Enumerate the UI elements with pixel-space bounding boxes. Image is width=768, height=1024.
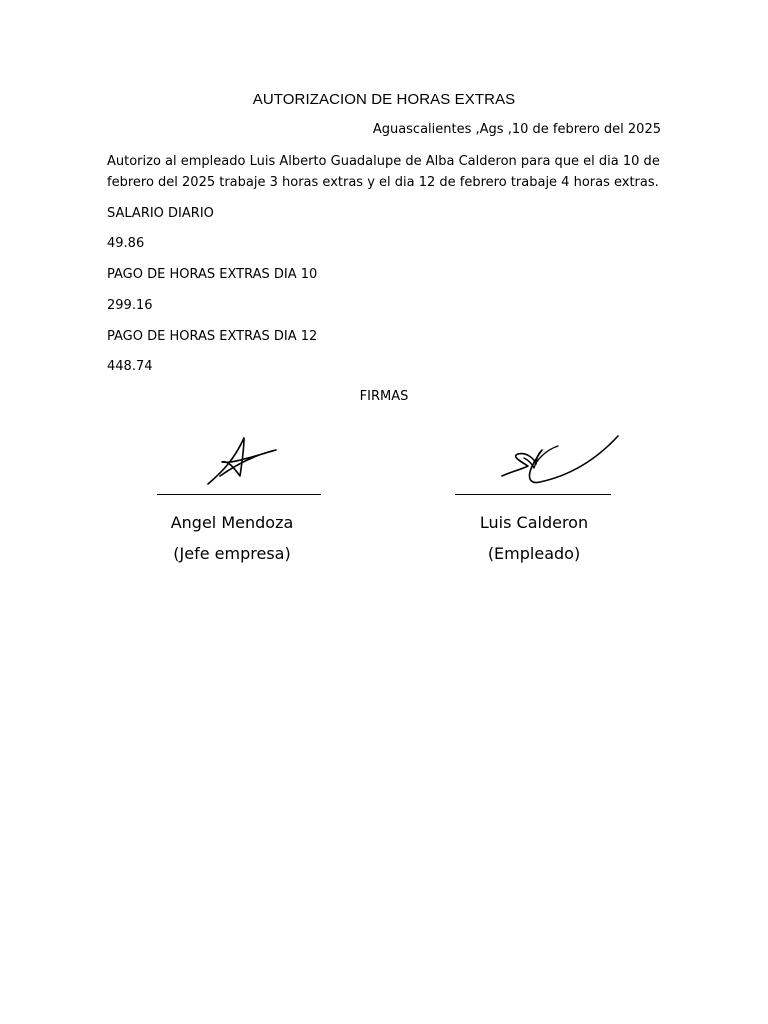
salary-label: SALARIO DIARIO xyxy=(107,206,214,221)
pay-day10-label: PAGO DE HORAS EXTRAS DIA 10 xyxy=(107,267,318,282)
employee-role: (Empleado) xyxy=(487,544,581,563)
employee-signature-image xyxy=(498,432,622,490)
employee-name: Luis Calderon xyxy=(479,513,589,532)
authorization-paragraph: Autorizo al empleado Luis Alberto Guadalupe de Alba Calderon para que el dia 10 de febrero del 2025 trabaje 3 horas extras y el dia 12 de febrero trabaje 4 horas extras. xyxy=(107,154,660,190)
boss-name: Angel Mendoza xyxy=(170,513,294,532)
pay-day12-label: PAGO DE HORAS EXTRAS DIA 12 xyxy=(107,329,318,344)
boss-role: (Jefe empresa) xyxy=(173,544,291,563)
salary-value: 49.86 xyxy=(107,236,145,251)
employee-signature-line xyxy=(455,494,611,495)
date-line: Aguascalientes ,Ags ,10 de febrero del 2025 xyxy=(372,122,661,137)
pay-day12-value: 448.74 xyxy=(107,359,153,374)
boss-signature-image xyxy=(200,432,290,490)
signatures-heading: FIRMAS xyxy=(359,389,409,404)
pay-day10-value: 299.16 xyxy=(107,298,153,313)
boss-signature-line xyxy=(157,494,321,495)
document-title: AUTORIZACION DE HORAS EXTRAS xyxy=(252,91,516,108)
